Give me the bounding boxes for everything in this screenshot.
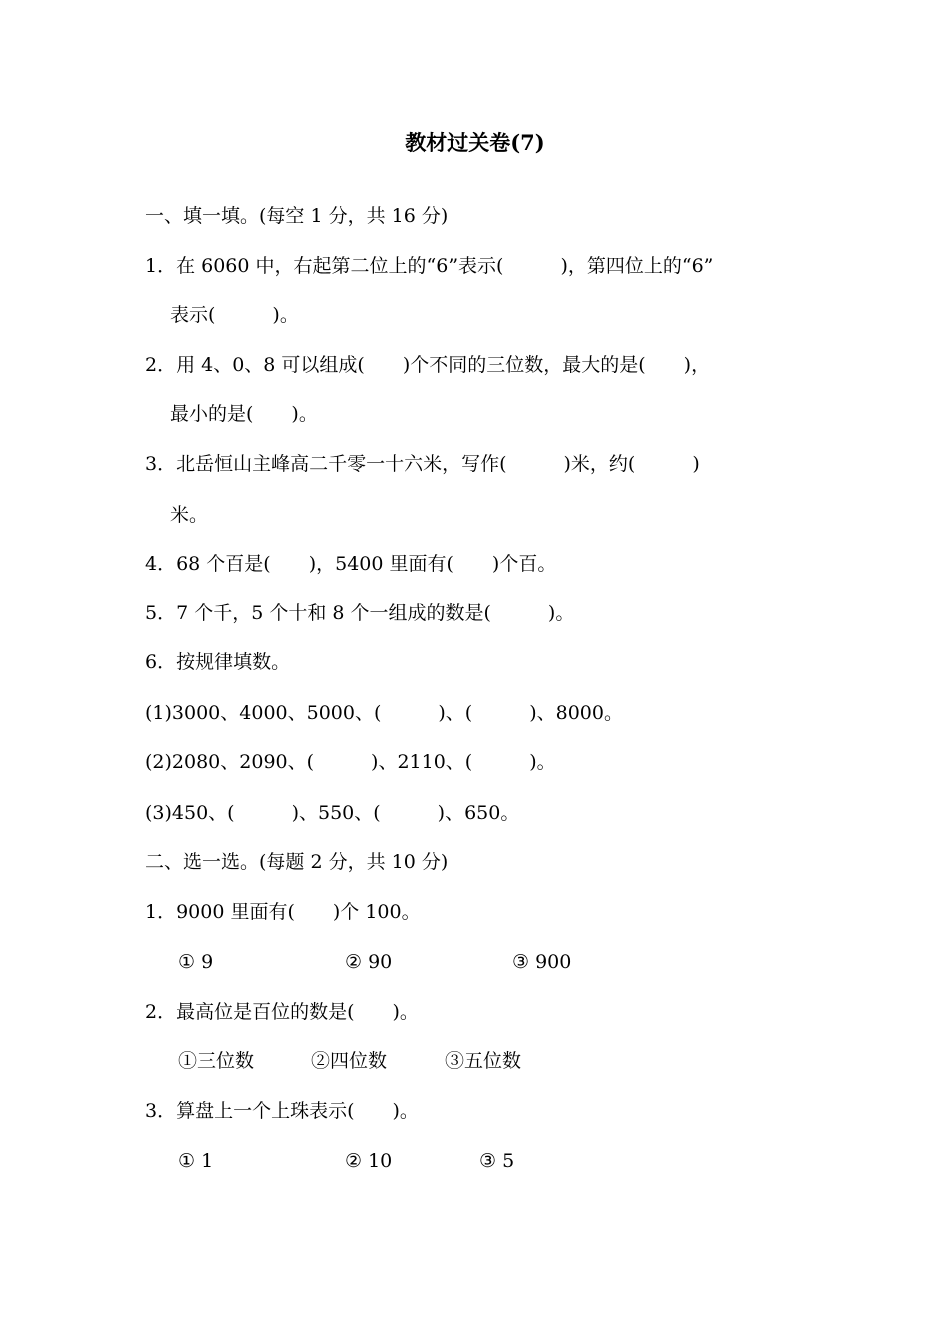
question-1-6: 6．按规律填数。 [145,651,291,673]
question-1-2-line-1: 2．用 4、0、8 可以组成( )个不同的三位数，最大的是( )， [145,354,711,376]
question-1-4: 4．68 个百是( )，5400 里面有( )个百。 [145,553,557,575]
question-2-2-option-1: ①三位数 [178,1050,255,1072]
question-2-2: 2．最高位是百位的数是( )。 [145,1001,419,1023]
question-1-1-line-2: 表示( )。 [170,304,299,326]
question-2-3-option-2: ② 10 [345,1150,393,1172]
question-2-1-option-3: ③ 900 [512,951,572,973]
question-2-2-option-2: ②四位数 [311,1050,388,1072]
section-1-heading: 一、填一填。(每空 1 分，共 16 分) [145,205,449,227]
question-2-1-option-1: ① 9 [178,951,214,973]
question-1-1-line-1: 1．在 6060 中，右起第二位上的“6”表示( )，第四位上的“6” [145,255,714,277]
question-2-3-option-1: ① 1 [178,1150,214,1172]
question-1-3-line-2: 米。 [170,504,209,526]
section-2-heading: 二、选一选。(每题 2 分，共 10 分) [145,851,449,873]
question-1-3-line-1: 3．北岳恒山主峰高二千零一十六米，写作( )米，约( ) [145,453,700,475]
question-2-3-option-3: ③ 5 [479,1150,515,1172]
question-1-6-1: (1)3000、4000、5000、( )、( )、8000。 [145,702,623,724]
question-1-5: 5．7 个千，5 个十和 8 个一组成的数是( )。 [145,602,575,624]
question-2-1: 1．9000 里面有( )个 100。 [145,901,421,923]
page-title: 教材过关卷(7) [405,130,545,155]
question-1-6-3: (3)450、( )、550、( )、650。 [145,802,520,824]
question-2-3: 3．算盘上一个上珠表示( )。 [145,1100,419,1122]
question-1-6-2: (2)2080、2090、( )、2110、( )。 [145,751,556,773]
question-1-2-line-2: 最小的是( )。 [170,403,318,425]
question-2-2-option-3: ③五位数 [445,1050,522,1072]
question-2-1-option-2: ② 90 [345,951,393,973]
